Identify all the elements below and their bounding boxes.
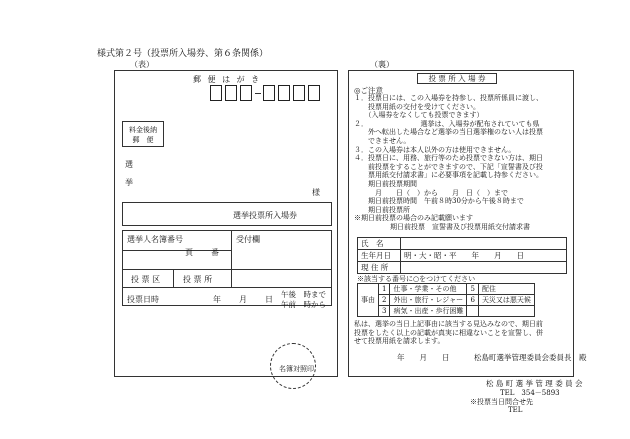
- postcard-title: 郵 便 は が き: [193, 75, 262, 84]
- number-label: 番: [211, 248, 219, 257]
- back-title-box: [417, 73, 497, 84]
- reason-no[interactable]: 5: [467, 284, 478, 295]
- request-form-title: 期日前投票 宣誓書及び投票用紙交付請求書: [390, 222, 530, 231]
- reason-instruction: ※該当する番号に○をつけてください: [357, 275, 476, 283]
- stamp-line1: 料金後納: [129, 126, 157, 134]
- note-line: ２． 選挙は、入場券が配布されていても県: [354, 119, 540, 128]
- vertical-senkyo-2: 挙: [125, 178, 133, 187]
- reason-no[interactable]: 2: [379, 295, 390, 306]
- declaration: [354, 320, 543, 346]
- note-line: ３．この入場券は本人以外の方は使用できません。: [354, 145, 516, 154]
- reason-label: 事由: [358, 284, 379, 317]
- note-line: １．投票日には、この入場券を持参し、投票所係員に渡し、: [354, 94, 543, 102]
- note-star: ※期日前投票の場合のみ記載願います: [354, 214, 473, 223]
- note-line: 投票用紙の交付を受けてください。: [354, 102, 480, 111]
- note-line: 期日前投票所: [354, 205, 410, 214]
- sign-to: 松島町選挙管理委員会委員長 殿: [474, 353, 587, 362]
- name-label: 氏 名: [358, 238, 401, 250]
- district-label: 投 票 区: [131, 275, 161, 284]
- applicant-table: [357, 237, 567, 274]
- time-from: 午前 時から: [281, 300, 326, 309]
- reason-table: [357, 283, 535, 317]
- dob-label: 生年月日: [358, 250, 401, 262]
- note-line: （入場券をなくしても投票できます）: [354, 111, 484, 120]
- ticket-info-grid: [122, 230, 332, 309]
- front-label: （表）: [130, 60, 154, 69]
- note-line: 期日前投票期間: [354, 179, 417, 188]
- dob-field[interactable]: 明・大・昭・平 年 月 日: [401, 250, 567, 262]
- reason-no[interactable]: 1: [379, 284, 390, 295]
- note-line: 前投票をすることができますので、下記「宣誓書及び投: [354, 162, 543, 171]
- note-line: 月 日（ ）から 月 日（ ）まで: [354, 188, 508, 197]
- issuer-tel: TEL 354－5893: [500, 389, 560, 397]
- note-line: 外へ転出した場合など選挙の当日選挙権のない人は投票: [354, 128, 543, 137]
- reason-no[interactable]: 6: [467, 295, 478, 306]
- address-field[interactable]: [401, 262, 567, 274]
- sign-date: 年 月 日: [397, 353, 450, 362]
- time-until: 午後 時まで: [281, 290, 326, 299]
- address-label: 現 住 所: [358, 262, 401, 274]
- note-line: ４．投票日に、用務、旅行等のため投票できない方は、期日: [354, 154, 543, 163]
- issuer: 松 島 町 選 挙 管 理 委 員 会: [486, 379, 583, 388]
- reason-text: [478, 306, 534, 317]
- name-field[interactable]: [401, 238, 567, 250]
- reason-text: 病気・出産・歩行困難: [390, 306, 467, 317]
- reason-text: 外出・旅行・レジャー: [390, 295, 467, 306]
- place-label: 投 票 所: [183, 275, 213, 284]
- ticket-title: 選挙投票所入場券: [233, 211, 297, 220]
- page-label: 頁: [185, 248, 193, 257]
- vertical-senkyo-1: 選: [125, 160, 133, 169]
- declaration-line: せて投票用紙を請求します。: [354, 337, 445, 346]
- back-label: （裏）: [370, 60, 394, 69]
- voter-number-label: 選挙人名簿番号: [127, 235, 183, 244]
- contact-tel: TEL: [508, 406, 523, 414]
- date-label: 投票日時: [127, 295, 159, 304]
- front-card: [114, 70, 338, 377]
- contact-note: ※投票当日問合せ先: [470, 398, 533, 406]
- back-title: 投 票 所 入 場 券: [428, 74, 486, 83]
- declaration-line: 投票をしたく以上の記載が真実に相違ないことを宣誓し、併: [354, 328, 543, 337]
- name-check-label: 名簿対照印: [279, 365, 314, 373]
- reason-no[interactable]: 3: [379, 306, 390, 317]
- postage-stamp-box: [122, 121, 164, 147]
- reason-text: 仕事・学業・その他: [390, 284, 467, 295]
- note-line: できません。: [354, 136, 411, 145]
- ticket-title-box: [122, 202, 332, 226]
- date-year: 年: [213, 295, 221, 304]
- reason-text: 配住: [478, 284, 534, 295]
- declaration-line: 私は、選挙の当日上記事由に該当する見込みなので、期日前: [354, 320, 543, 328]
- date-month: 月: [239, 295, 247, 304]
- receipt-label: 受付欄: [236, 235, 260, 244]
- addressee-sama: 様: [312, 188, 320, 197]
- back-card: [348, 70, 587, 377]
- note-line: 票用紙交付請求書」に必要事項を記載し持参ください。: [354, 171, 543, 180]
- stamp-line2: 郵 便: [132, 136, 154, 144]
- notes-block: [354, 94, 543, 232]
- date-day: 日: [265, 295, 273, 304]
- form-number: 様式第２号（投票所入場券、第６条関係）: [97, 49, 269, 59]
- reason-text: 天災又は悪天候: [478, 295, 534, 306]
- reason-no[interactable]: [467, 306, 478, 317]
- note-line: 期日前投票時間 午前８時30分から午後８時まで: [354, 197, 524, 206]
- notes-heading: ◎ご注意: [354, 86, 384, 95]
